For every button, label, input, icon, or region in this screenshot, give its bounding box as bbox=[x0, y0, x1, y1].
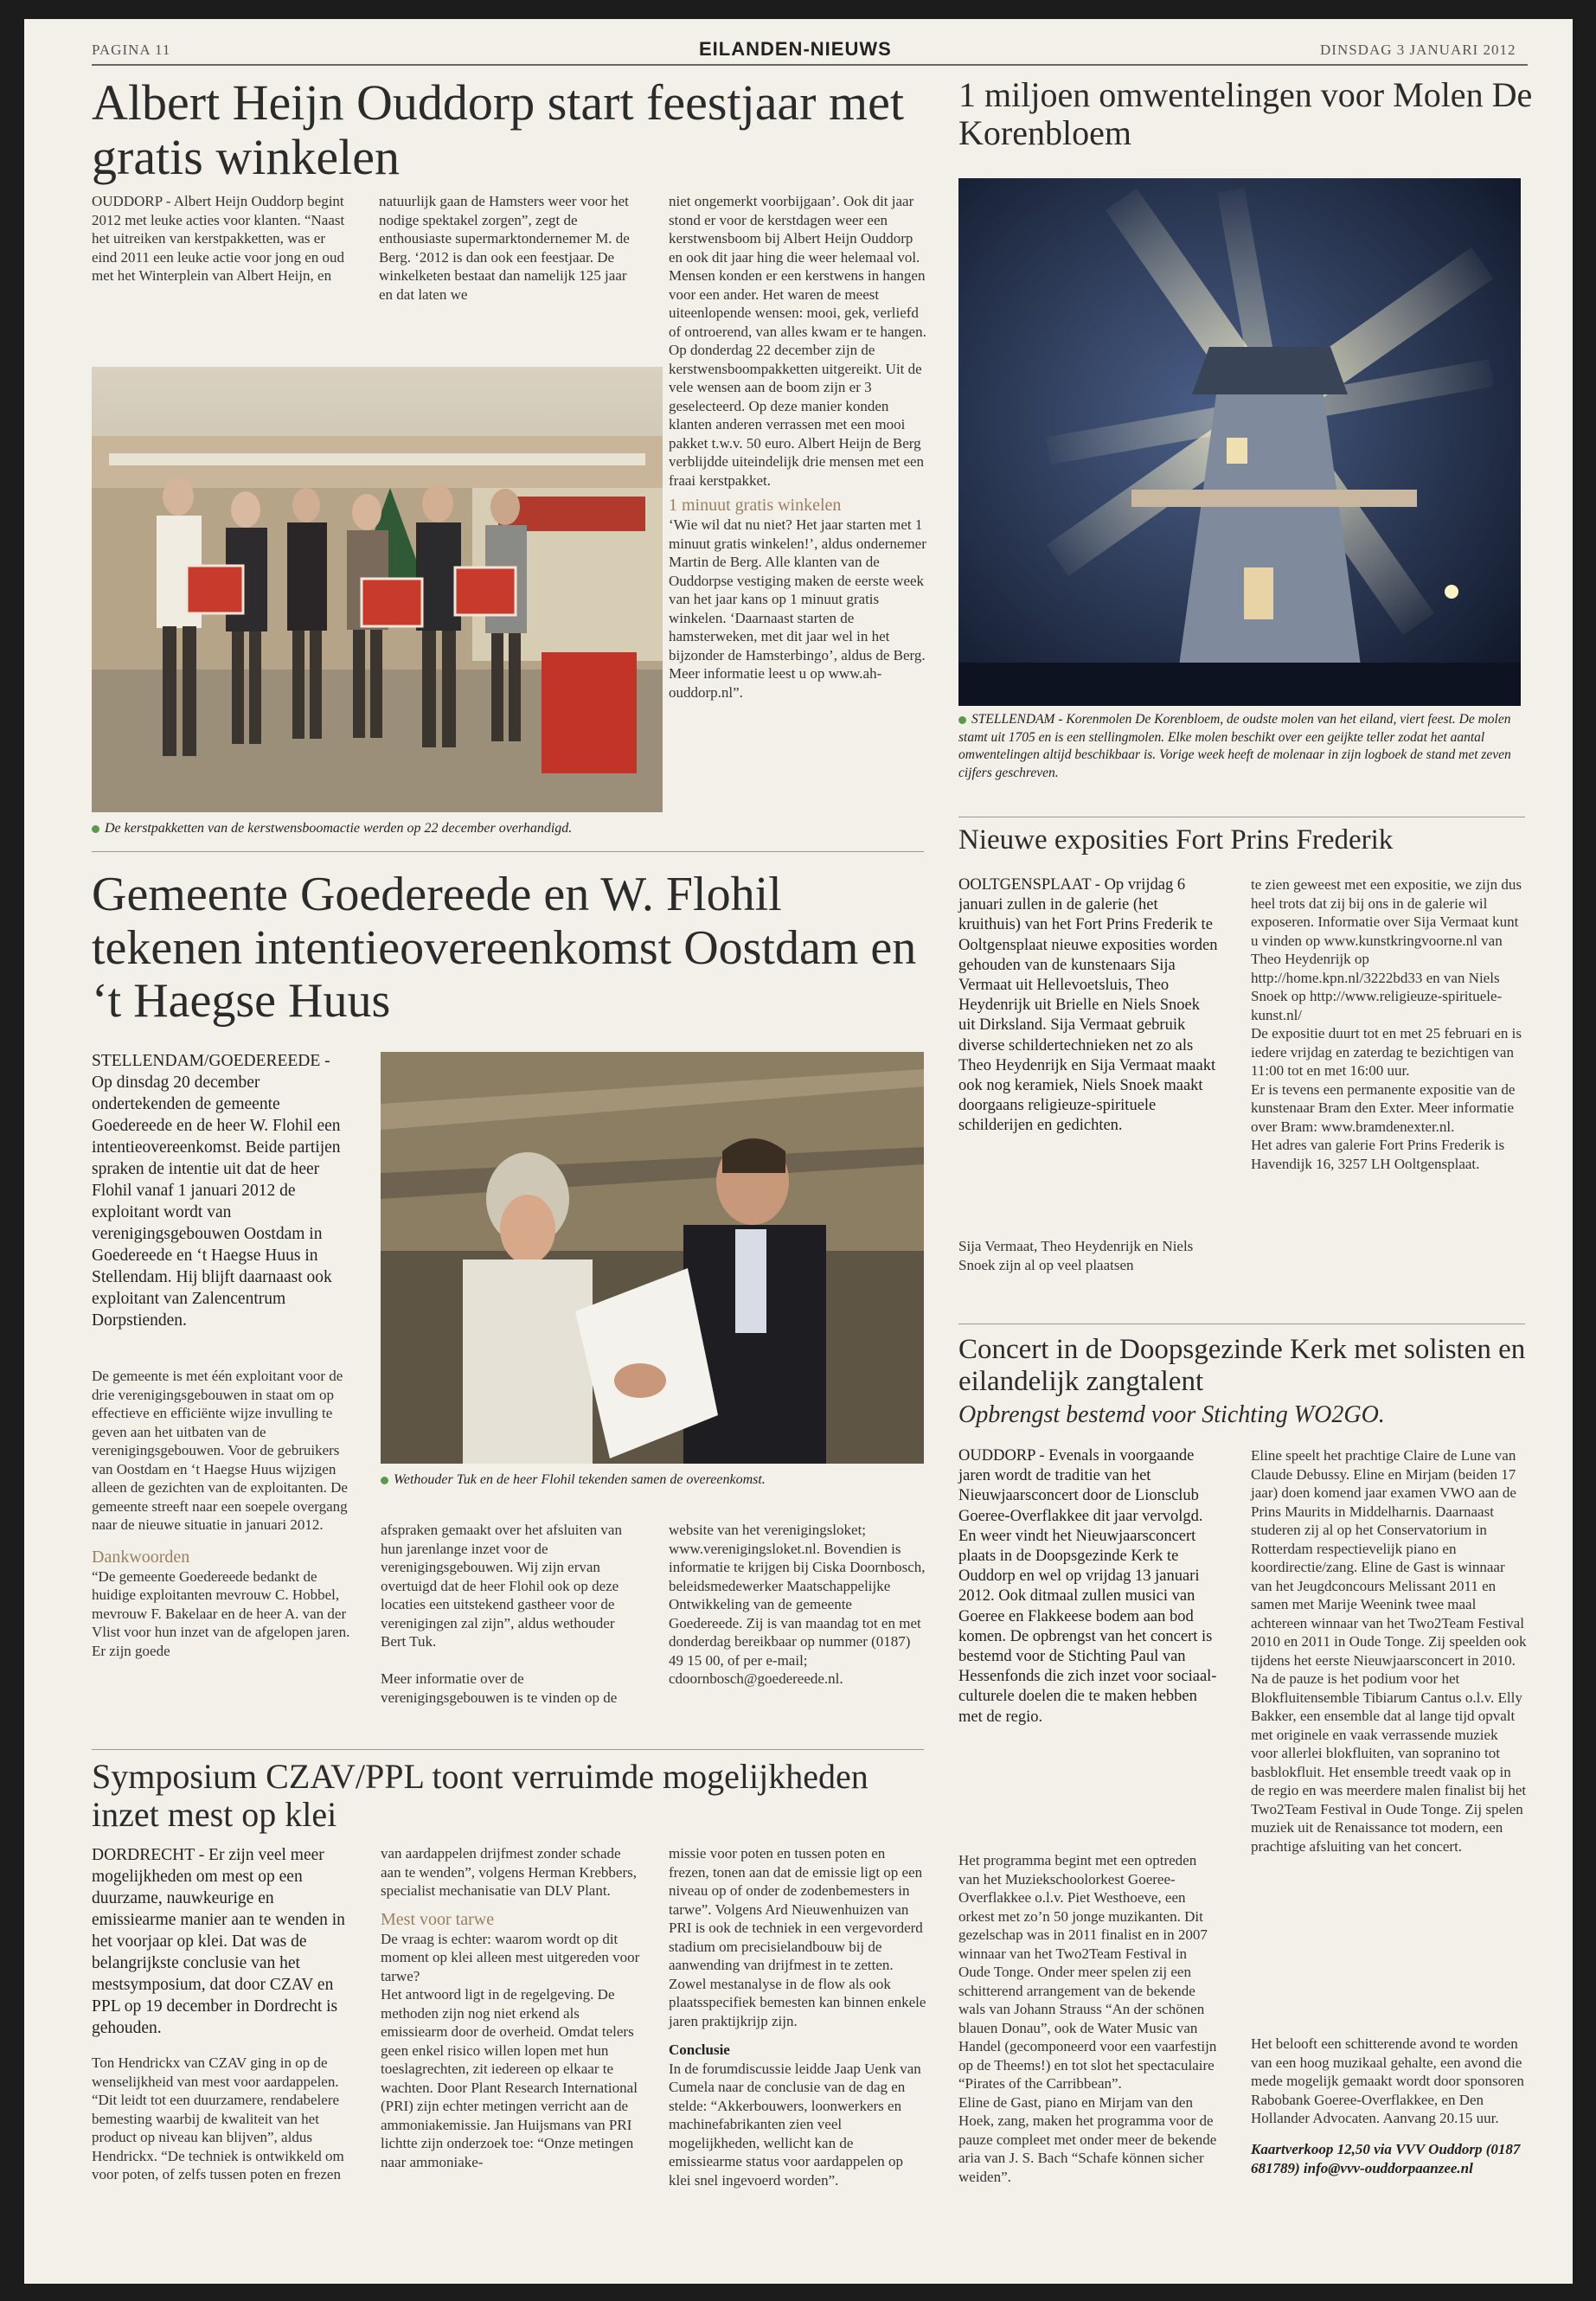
concert-tickets: Kaartverkoop 12,50 via VVV Ouddorp (0187 681789) info@vvv-ouddorpaanzee.nl bbox=[1251, 2141, 1521, 2176]
symposium-col3-text-a: missie voor poten en tussen poten en frezen, tonen aan dat de emissie ligt op een niveau op of onder de zodenbemesters in tarwe”. Volgens Ard Nieuwenhuizen van PRI is ook de techniek in een vergevorderd stadium om precisielandbouw bij de aanwending van drijfmest in te zetten. Zowel mestanalyse in de flow als ook plaatsspecifiek bemesten kan binnen enkele jaren praktijkrijp zijn. bbox=[669, 1845, 926, 2029]
ah-photo-illustration bbox=[92, 367, 663, 812]
windmill-illustration bbox=[958, 178, 1521, 706]
symposium-col2 bbox=[381, 1844, 640, 2171]
symposium-headline: Symposium CZAV/PPL toont verruimde mogelijkheden inzet mest op klei bbox=[92, 1757, 869, 1834]
ah-col3-text-b: ‘Wie wil dat nu niet? Het jaar starten met 1 minuut gratis winkelen!’, aldus ondernemer Martin de Berg. Alle klanten van de Ouddorpse vestiging maken de eerste week van het jaar kans op 1 minuut gratis winkelen. ‘Daarnaast starten de hamsterweken, met dit jaar wel in het bijzonder de Hamsterbingo’, aldus de Berg. Meer informatie leest u op www.ah-ouddorp.nl”. bbox=[669, 516, 926, 701]
section-rule bbox=[92, 851, 924, 852]
ah-col3-text-a: niet ongemerkt voorbijgaan’. Ook dit jaar stond er voor de kerstdagen weer een kerstwensboom bij Albert Heijn Ouddorp en ook dit jaar hing die weer helemaal vol. Mensen konden er een kerstwens in hangen voor een ander. Het waren de meest uiteenlopende wensen: mooi, gek, verliefd of ontroerend, van alles kwam er te hangen. Op donderdag 22 december zijn de kerstwensboompakketten uitgereikt. Uit de vele wensen aan de boom zijn er 3 geselecteerd. Op deze manier konden klanten anderen verrassen met een mooi pakket t.w.v. 50 euro. Albert Heijn de Berg verblijdde uiteindelijk drie mensen met een fraai kerstpakket. bbox=[669, 193, 926, 489]
ah-caption bbox=[92, 819, 663, 837]
gemeente-col1-text-b: “De gemeente Goedereede bedankt de huidige exploitanten mevrouw C. Hobbel, mevrouw F. Bakelaar en de heer A. van der Vlist voor hun inzet van de afgelopen jaren. Er zijn goede bbox=[92, 1567, 350, 1659]
concert-col2a: Eline speelt het prachtige Claire de Lune van Claude Debussy. Eline en Mirjam (beiden 17 jaar) doen komend jaar examen VWO aan de Prins Maurits in Middelharnis. Daarnaast studeren zij al op het Conservatorium in Rotterdam respectievelijk piano en koordirectie/zang. Eline de Gast is winnaar van het Jeugdconcours Melissant 2011 en samen met Marije Weenink twee maal achtereen winnaar van het Two2Team Festival 2010 en 2011 in Oude Tonge. Zij speelden ook tijdens het eerste Nieuwjaarsconcert in 2010. Na de pauze is het podium voor het Blokfluitensemble Tibiarum Cantus o.l.v. Elly Bakker, een ensemble dat al lange tijd opvalt met originele en vaak verrassende muziek voor allerlei blokfluiten, van sopranino tot basblokfluit. Het ensemble treedt vaak op in de regio en was meerdere malen finalist bij het Two2Team Festival in Oude Tonge. Zij spelen muziek uit de Renaissance tot modern, een prachtige afsluiting van het concert. bbox=[1251, 1447, 1527, 1855]
gemeente-col2: afspraken gemaakt over het afsluiten van hun jarenlange inzet voor de verenigingsgebouwen. Wij zijn ervan overtuigd dat de heer Flohil ook op deze locaties een uitstekend gastheer voor de verenigingen zal zijn”, aldus wethouder Bert Tuk. Meer informatie over de verenigingsgebouwen is te vinden op de bbox=[381, 1522, 622, 1706]
fort-col2: te zien geweest met een expositie, we zijn dus heel trots dat zij bij ons in de galerie wil exposeren. Informatie over Sija Vermaat kunt u vinden op www.kunstkringvoorne.nl van Theo Heydenrijk op http://home.kpn.nl/3222bd33 en van Niels Snoek op http://www.religieuze-spirituele-kunst.nl/ De expositie duurt tot en met 25 februari en is iedere vrijdag en zaterdag te bezichtigen van 11:00 tot en met 16:00 uur. Er is tevens een permanente expositie van de kunstenaar Bram den Exter. Meer informatie over Bram: www.bramdenexter.nl. Het adres van galerie Fort Prins Frederik is Havendijk 16, 3257 LH Ooltgensplaat. bbox=[1251, 876, 1522, 1172]
molen-caption bbox=[958, 711, 1525, 782]
gemeente-subhead: Dankwoorden bbox=[92, 1547, 190, 1567]
masthead-rule bbox=[92, 64, 1528, 66]
symposium-col3 bbox=[669, 1844, 928, 2189]
symposium-lead: DORDRECHT - Er zijn veel meer mogelijkheden om mest op een duurzame, nauwkeurige en emissiearme manier aan te wenden in het voorjaar op klei. Dat was de belangrijkste conclusie van het mestsymposium, dat door CZAV en PPL op 19 december in Dordrecht is gehouden. bbox=[92, 1846, 345, 2037]
symposium-col1b: Ton Hendrickx van CZAV ging in op de wenselijkheid van mest voor aardappelen. “Dit leidt tot een duurzamere, rendabelere bemesting waarbij de kwaliteit van het product op niveau kan blijven”, aldus Hendrickx. “De techniek is ontwikkeld om voor poten, of zelfs tussen poten en frezen bbox=[92, 2054, 344, 2182]
page-number: PAGINA 11 bbox=[92, 42, 171, 58]
concert-headline: Concert in de Doopsgezinde Kerk met solisten en eilandelijk zangtalent bbox=[958, 1334, 1526, 1397]
gemeente-col1 bbox=[92, 1367, 351, 1660]
molen-headline: 1 miljoen omwentelingen voor Molen De Korenbloem bbox=[958, 75, 1533, 152]
ah-col1: OUDDORP - Albert Heijn Ouddorp begint 2012 met leuke acties voor klanten. “Naast het uitreiken van kerstpakketten, was er eind 2011 een leuke actie voor jong en oud met het Winterplein van Albert Heijn, en bbox=[92, 193, 345, 284]
concert-col1b: Het programma begint met een optreden van het Muziekschoolorkest Goeree-Overflakkee o.l.v. Piet Westhoeve, een orkest met zo’n 50 jonge muzikanten. Dit gezelschap was in 2011 finalist en in 2007 winnaar van het Two2Team Festival in Oude Tonge. Onder meer spelen zij een schitterend arrangement van de bekende wals van Johann Strauss “An der schönen blauen Donau”, ook de Water Music van Handel (gecomponeerd voor een vaarfestijn op de Theems!) en tot slot het spectaculaire “Pirates of the Carribbean”. Eline de Gast, piano en Mirjam van den Hoek, zang, maken het programma voor de pauze compleet met onder meer de bekende aria van J. S. Bach “Schafe können sicher weiden”. bbox=[958, 1852, 1217, 2185]
ah-subhead: 1 minuut gratis winkelen bbox=[669, 496, 842, 515]
newspaper-page bbox=[24, 19, 1573, 2284]
concert-col2b: Het belooft een schitterende avond te worden van een hoog muzikaal gehalte, een avond die mede mogelijk gemaakt wordt door sponsoren Rabobank Goeree-Overflakkee, en Den Hollander Advocaten. Aanvang 20.15 uur. bbox=[1251, 2035, 1524, 2126]
fort-col1b: Sija Vermaat, Theo Heydenrijk en Niels Snoek zijn al op veel plaatsen bbox=[958, 1238, 1194, 1273]
symposium-col2-text-a: van aardappelen drijfmest zonder schade aan te wenden”, volgens Herman Krebbers, specialist mechanisatie van DLV Plant. bbox=[381, 1845, 637, 1899]
section-rule-2 bbox=[92, 1749, 924, 1750]
caption-bullet-icon bbox=[92, 825, 99, 833]
masthead-logo: EILANDEN-NIEUWS bbox=[699, 38, 892, 60]
molen-photo bbox=[958, 178, 1521, 706]
fort-headline: Nieuwe exposities Fort Prins Frederik bbox=[958, 824, 1394, 856]
gemeente-caption bbox=[381, 1471, 924, 1489]
symposium-col3-text-b: In de forumdiscussie leidde Jaap Uenk van Cumela naar de conclusie van de dag en stelde: “Akkerbouwers, loonwerkers en machinefabrikanten zien veel mogelijkheden, wellicht kan de emissiearme status voor aardappelen op klei snel ingevoerd worden”. bbox=[669, 2060, 921, 2189]
caption-bullet-icon bbox=[381, 1477, 388, 1484]
fort-lead: OOLTGENSPLAAT - Op vrijdag 6 januari zullen in de galerie (het kruithuis) van het Fort Prins Frederik te Ooltgensplaat nieuwe exposities worden gehouden van de kunstenaars Sija Vermaat uit Hellevoetsluis, Theo Heydenrijk uit Brielle en Niels Snoek uit Dirksland. Sija Vermaat gebruik diverse schildertechnieken net zo als Theo Heydenrijk en Sija Vermaat maakt ook nog keramiek, Niels Snoek maakt doorgaans religieuze-spirituele schilderijen en gedichten. bbox=[958, 876, 1218, 1135]
concert-lead: OUDDORP - Evenals in voorgaande jaren wordt de traditie van het Nieuwjaarsconcert door de Lionsclub Goeree-Overflakkee dit jaar vervolgd. En weer vindt het Nieuwjaarsconcert plaats in de Doopsgezinde Kerk te Ouddorp en wel op vrijdag 13 januari 2012. Ook ditmaal zullen musici van Goeree en Flakkeese bodem aan bod komen. De opbrengst van het concert is bestemd voor de Stichting Paul van Hessenfonds die zich inzet voor sociaal-culturele doelen die te maken hebben met de regio. bbox=[958, 1447, 1217, 1726]
ah-col2: natuurlijk gaan de Hamsters weer voor het nodige spektakel zorgen”, zegt de enthousiaste supermarktondernemer M. de Berg. ‘2012 is dan ook een feestjaar. De winkelketen bestaat dan namelijk 125 jaar en dat laten we bbox=[379, 193, 630, 303]
gemeente-photo bbox=[381, 1052, 924, 1464]
molen-caption-text: STELLENDAM - Korenmolen De Korenbloem, de oudste molen van het eiland, viert feest. De molen stamt uit 1705 en is een stellingmolen. Elke molen beschikt over een geijkte teller zodat het aantal omwentelingen altijd beschikbaar is. Vorige week heeft de molenaar in zijn logboek de stand met zeven cijfers geschreven. bbox=[958, 712, 1511, 780]
ah-photo bbox=[92, 367, 663, 812]
ah-caption-text: De kerstpakketten van de kerstwensboomactie werden op 22 december overhandigd. bbox=[105, 821, 573, 836]
symposium-subhead2: Conclusie bbox=[669, 2041, 730, 2058]
ah-headline: Albert Heijn Ouddorp start feestjaar met gratis winkelen bbox=[92, 74, 904, 185]
gemeente-col1-text-a: De gemeente is met één exploitant voor de drie verenigingsgebouwen in staat om op effectieve en efficiënte wijze invulling te geven aan het uitbaten van de verenigingsgebouwen. Voor de gebruikers van Oostdam en ‘t Haegse Huus wijzigen alleen de gezichten van de exploitanten. De gemeente streeft naar een soepele overgang naar de nieuwe situatie in januari 2012. bbox=[92, 1368, 348, 1533]
caption-bullet-icon bbox=[958, 716, 966, 724]
gemeente-caption-text: Wethouder Tuk en de heer Flohil tekenden samen de overeenkomst. bbox=[394, 1472, 766, 1487]
gemeente-photo-illustration bbox=[381, 1052, 924, 1464]
ah-col3 bbox=[669, 192, 928, 702]
symposium-subhead: Mest voor tarwe bbox=[381, 1909, 495, 1929]
symposium-col2-text-b: De vraag is echter: waarom wordt op dit moment op klei alleen mest uitgereden voor tarwe? Het antwoord ligt in de regelgeving. De methoden zijn nog niet erkend als emissiearm door de overheid. Omdat telers geen enkel risico willen lopen met hun toeslagrechten, zit iedereen op elkaar te wachten. Door Plant Research International (PRI) zijn echter metingen verricht aan de ammoniakemissie. Jan Huijsmans van PRI lichtte zijn onderzoek toe: “Onze metingen naar ammoniake- bbox=[381, 1930, 640, 2170]
issue-date: DINSDAG 3 JANUARI 2012 bbox=[1320, 42, 1516, 58]
gemeente-headline: Gemeente Goedereede en W. Flohil tekenen intentieovereenkomst Oostdam en ‘t Haegse Huus bbox=[92, 868, 917, 1029]
gemeente-lead: STELLENDAM/GOEDEREEDE - Op dinsdag 20 december ondertekenden de gemeente Goedereede en de heer W. Flohil een intentieovereenkomst. Beide partijen spraken de intentie uit dat de heer Flohil vanaf 1 januari 2012 de exploitant wordt van verenigingsgebouwen Oostdam in Goedereede en ‘t Haegse Huus in Stellendam. Hij blijft daarnaast ook exploitant van Zalencentrum Dorpstienden. bbox=[92, 1052, 341, 1330]
gemeente-col3: website van het verenigingsloket; www.verenigingsloket.nl. Bovendien is informatie te krijgen bij Ciska Doornbosch, beleidsmedewerker Maatschappelijke Ontwikkeling van de gemeente Goedereede. Zij is van maandag tot en met donderdag bereikbaar op nummer (0187) 49 15 00, of per e-mail; cdoornbosch@goedereede.nl. bbox=[669, 1522, 926, 1687]
concert-subheadline: Opbrengst bestemd voor Stichting WO2GO. bbox=[958, 1401, 1385, 1428]
